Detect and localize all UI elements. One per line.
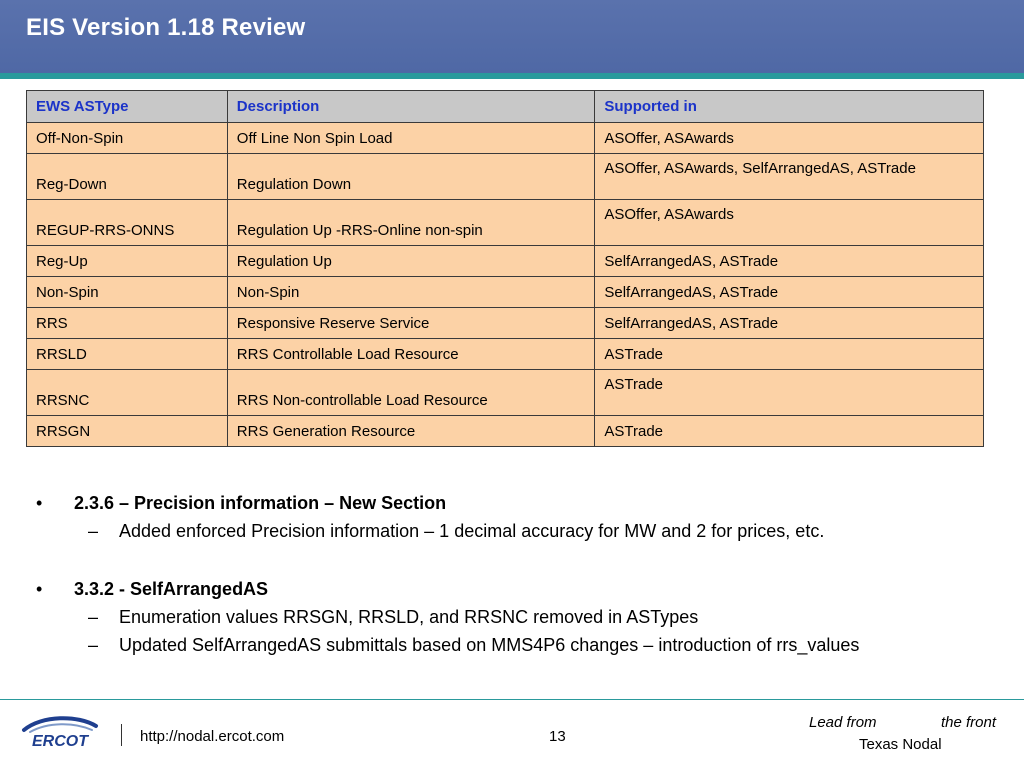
table-row	[27, 200, 984, 246]
sub-bullet-item	[36, 607, 996, 635]
table-cell: Off-Non-Spin	[27, 123, 228, 154]
table-row	[27, 154, 984, 200]
tagline-lead: Lead from	[809, 714, 877, 731]
table-cell: RRSNC	[27, 370, 228, 416]
bullet-list	[36, 493, 996, 663]
table-cell: ASOffer, ASAwards	[595, 123, 984, 154]
table-cell: REGUP-RRS-ONNS	[27, 200, 228, 246]
header-accent-bar	[0, 73, 1024, 79]
table-cell: RRSLD	[27, 339, 228, 370]
sub-bullet-text: Added enforced Precision information – 1 decimal accuracy for MW and 2 for prices, etc.	[119, 521, 825, 541]
sub-bullet-mark: –	[88, 635, 99, 655]
bullet-item	[36, 493, 996, 521]
slide-header	[0, 0, 1024, 73]
table-cell: Reg-Down	[27, 154, 228, 200]
sub-bullet-mark: –	[88, 607, 99, 627]
table-row	[27, 370, 984, 416]
bullet-mark: •	[36, 579, 43, 599]
tagline-org: Texas Nodal	[859, 736, 942, 753]
table-row	[27, 123, 984, 154]
table-header-row	[27, 91, 984, 123]
table-cell: Reg-Up	[27, 246, 228, 277]
table-cell: Non-Spin	[227, 277, 595, 308]
table-row	[27, 246, 984, 277]
table-row	[27, 416, 984, 447]
table-cell: SelfArrangedAS, ASTrade	[595, 277, 984, 308]
column-header-ews-astype: EWS ASType	[27, 91, 228, 123]
table-cell: RRS Controllable Load Resource	[227, 339, 595, 370]
astype-table	[26, 90, 984, 447]
ercot-logo	[20, 713, 100, 751]
table-cell: Off Line Non Spin Load	[227, 123, 595, 154]
table-cell: RRS Generation Resource	[227, 416, 595, 447]
table-row	[27, 277, 984, 308]
table-cell: ASTrade	[595, 416, 984, 447]
table-cell: ASTrade	[595, 339, 984, 370]
footer-divider	[0, 699, 1024, 700]
slide-title: EIS Version 1.18 Review	[26, 14, 306, 41]
sub-bullet-text: Updated SelfArrangedAS submittals based on MMS4P6 changes – introduction of rrs_values	[119, 635, 860, 655]
table-cell: ASOffer, ASAwards	[595, 200, 984, 246]
sub-bullet-item	[36, 521, 996, 549]
table-row	[27, 308, 984, 339]
bullet-mark: •	[36, 493, 43, 513]
table-cell: Regulation Down	[227, 154, 595, 200]
table-cell: ASTrade	[595, 370, 984, 416]
table-cell: ASOffer, ASAwards, SelfArrangedAS, ASTrade	[595, 154, 984, 200]
table-cell: SelfArrangedAS, ASTrade	[595, 246, 984, 277]
tagline-front: the front	[941, 714, 997, 731]
table-cell: RRS Non-controllable Load Resource	[227, 370, 595, 416]
sub-bullet-item	[36, 635, 996, 663]
page-number: 13	[549, 728, 566, 745]
table-cell: Regulation Up	[227, 246, 595, 277]
footer-separator	[121, 724, 122, 746]
bullet-heading: 3.3.2 - SelfArrangedAS	[74, 579, 269, 599]
table-cell: SelfArrangedAS, ASTrade	[595, 308, 984, 339]
logo-text: ERCOT	[32, 733, 88, 750]
sub-bullet-mark: –	[88, 521, 99, 541]
column-header-description: Description	[227, 91, 595, 123]
footer-url: http://nodal.ercot.com	[140, 728, 285, 745]
column-header-supported-in: Supported in	[595, 91, 984, 123]
table-cell: RRSGN	[27, 416, 228, 447]
bullet-item	[36, 579, 996, 607]
table-row	[27, 339, 984, 370]
table-cell: Regulation Up -RRS-Online non-spin	[227, 200, 595, 246]
sub-bullet-text: Enumeration values RRSGN, RRSLD, and RRSNC removed in ASTypes	[119, 607, 699, 627]
table-cell: Responsive Reserve Service	[227, 308, 595, 339]
table-cell: Non-Spin	[27, 277, 228, 308]
table-cell: RRS	[27, 308, 228, 339]
bullet-heading: 2.3.6 – Precision information – New Section	[74, 493, 447, 513]
